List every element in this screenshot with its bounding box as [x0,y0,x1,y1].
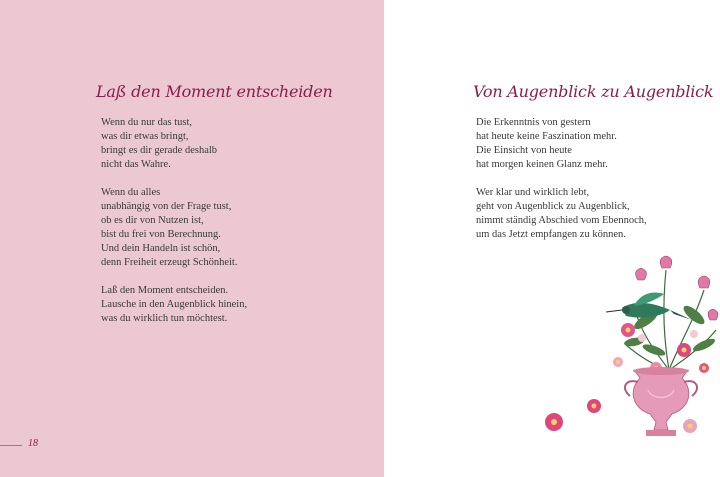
left-stanza-3 [101,284,247,326]
poem-line: Wenn du nur das tust, [101,117,193,128]
poem-line: Laß den Moment entscheiden. [101,285,229,296]
poem-line: bringt es dir gerade deshalb [101,145,218,156]
poem-line: Wer klar und wirklich lebt, [476,187,590,198]
left-poem-title: Laß den Moment entscheiden [96,82,333,101]
right-poem-title: Von Augenblick zu Augenblick [473,82,714,101]
poem-line: hat heute keine Faszination mehr. [476,131,617,142]
poem-line: Die Erkenntnis von gestern [476,117,591,128]
poem-line: was du wirklich tun möchtest. [101,313,228,324]
poem-line: Die Einsicht von heute [476,145,572,156]
poem-line: bist du frei von Berechnung. [101,229,221,240]
poem-line: nicht das Wahre. [101,159,171,170]
poem-line: geht von Augenblick zu Augenblick, [476,201,630,212]
poem-line: hat morgen keinen Glanz mehr. [476,159,608,170]
vase-flowers-illustration [534,250,720,450]
poem-line: ob es dir von Nutzen ist, [101,215,204,226]
poem-line: Lausche in den Augenblick hinein, [101,299,248,310]
hummingbird-icon [606,293,692,321]
poem-line: was dir etwas bringt, [101,131,189,142]
right-page [384,0,720,477]
poem-line: denn Freiheit erzeugt Schönheit. [101,257,238,268]
poem-line: Und dein Handeln ist schön, [101,243,221,254]
folio-rule [0,445,22,446]
left-stanza-2 [101,186,237,270]
poem-line: um das Jetzt empfangen zu können. [476,229,626,240]
page-number: 18 [28,438,38,449]
left-stanza-1 [101,116,217,172]
poem-line: unabhängig von der Frage tust, [101,201,232,212]
poem-line: Wenn du alles [101,187,161,198]
right-stanza-2 [476,186,647,242]
right-stanza-1 [476,116,617,172]
poem-line: nimmt ständig Abschied vom Ebennoch, [476,215,647,226]
